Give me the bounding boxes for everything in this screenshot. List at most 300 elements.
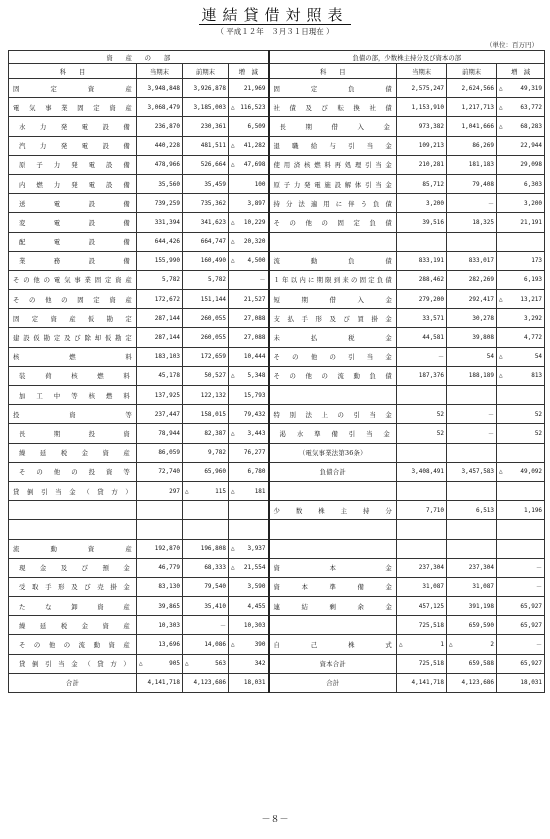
liability-previous-value xyxy=(447,136,497,155)
asset-change-value xyxy=(229,501,269,520)
previous-header: 前期末 xyxy=(183,64,229,79)
asset-account-label: 建設仮勘定及び除却仮勘定 xyxy=(9,328,137,347)
asset-previous-value xyxy=(183,654,229,673)
amount: 3,457,583 xyxy=(461,468,495,476)
negative-marker: △ xyxy=(499,468,503,476)
amount: 237,447 xyxy=(154,410,180,418)
balance-sheet-table xyxy=(8,50,545,693)
amount: － xyxy=(536,565,543,573)
negative-marker: △ xyxy=(231,372,235,380)
table-row xyxy=(9,290,545,309)
asset-account-label: 加工中等核燃料 xyxy=(9,386,137,405)
asset-change-value xyxy=(229,270,269,289)
table-row xyxy=(9,443,545,462)
liability-current-value xyxy=(397,520,447,539)
negative-marker: △ xyxy=(449,641,453,649)
amount: 30,278 xyxy=(472,314,495,322)
asset-change-value xyxy=(229,366,269,385)
liability-account-label: 短期借入金 xyxy=(269,290,397,309)
amount: 63,772 xyxy=(520,103,543,111)
negative-marker: △ xyxy=(139,660,143,668)
table-row xyxy=(9,673,545,692)
asset-previous-value xyxy=(183,520,229,539)
liability-previous-value xyxy=(447,270,497,289)
asset-current-value xyxy=(137,635,183,654)
liability-previous-value xyxy=(447,462,497,481)
liability-current-value xyxy=(397,98,447,117)
amount: 4,500 xyxy=(247,257,266,265)
asset-change-value xyxy=(229,194,269,213)
asset-account-label: 配電設備 xyxy=(9,232,137,251)
liability-change-value xyxy=(497,270,545,289)
asset-change-value xyxy=(229,443,269,462)
asset-current-value xyxy=(137,174,183,193)
liability-previous-value xyxy=(447,577,497,596)
liability-change-value xyxy=(497,481,545,500)
liability-previous-value xyxy=(447,481,497,500)
amount: 18,031 xyxy=(520,679,543,687)
amount: 4,455 xyxy=(247,602,266,610)
asset-account-label xyxy=(9,501,137,520)
liability-previous-value xyxy=(447,673,497,692)
liability-change-value xyxy=(497,79,545,98)
liability-current-value xyxy=(397,462,447,481)
asset-change-value xyxy=(229,136,269,155)
table-row xyxy=(9,232,545,251)
amount: 49,319 xyxy=(520,84,543,92)
amount: 33,571 xyxy=(422,314,445,322)
liability-account-label: 支払手形及び買掛金 xyxy=(269,309,397,328)
liability-change-value xyxy=(497,462,545,481)
liability-account-label: 連結剰余金 xyxy=(269,597,397,616)
asset-current-value xyxy=(137,232,183,251)
asset-change-value xyxy=(229,79,269,98)
asset-previous-value xyxy=(183,539,229,558)
liability-current-value xyxy=(397,481,447,500)
liability-change-value xyxy=(497,347,545,366)
amount: 50,527 xyxy=(204,372,226,380)
amount: 35,459 xyxy=(204,180,226,188)
amount: 20,320 xyxy=(243,238,266,246)
liability-change-value xyxy=(497,117,545,136)
liability-current-value xyxy=(397,251,447,270)
amount: － xyxy=(536,584,543,592)
liability-previous-value xyxy=(447,79,497,98)
amount: 22,944 xyxy=(520,142,543,150)
asset-change-value xyxy=(229,251,269,270)
liability-change-value xyxy=(497,251,545,270)
amount: 65,960 xyxy=(204,468,226,476)
asset-previous-value xyxy=(183,673,229,692)
liability-current-value xyxy=(397,386,447,405)
amount: 5,348 xyxy=(247,372,266,380)
liability-account-label: 合計 xyxy=(269,673,397,692)
amount: 3,926,878 xyxy=(193,84,226,92)
asset-previous-value xyxy=(183,577,229,596)
liability-current-value xyxy=(397,194,447,213)
asset-current-value xyxy=(137,79,183,98)
asset-change-value xyxy=(229,98,269,117)
asset-current-value xyxy=(137,462,183,481)
amount: 260,055 xyxy=(200,314,226,322)
asset-previous-value xyxy=(183,635,229,654)
liability-account-label: 長期借入金 xyxy=(269,117,397,136)
liability-account-label: 特別法上の引当金 xyxy=(269,405,397,424)
liability-previous-value xyxy=(447,405,497,424)
amount: 391,198 xyxy=(468,602,495,610)
amount: 44,581 xyxy=(422,334,445,342)
amount: 3,590 xyxy=(247,583,266,591)
asset-current-value xyxy=(137,597,183,616)
asset-change-value xyxy=(229,597,269,616)
amount: 2 xyxy=(490,641,495,649)
asset-previous-value xyxy=(183,79,229,98)
amount: 287,144 xyxy=(154,334,180,342)
amount: 3,937 xyxy=(247,545,266,553)
amount: 4,772 xyxy=(523,334,543,342)
amount: 2,575,247 xyxy=(411,84,445,92)
amount: 1,041,666 xyxy=(461,122,495,130)
asset-previous-value xyxy=(183,366,229,385)
amount: 13,217 xyxy=(520,295,543,303)
amount: 116,523 xyxy=(240,103,266,111)
liability-previous-value xyxy=(447,155,497,174)
asset-previous-value xyxy=(183,290,229,309)
liability-account-label: 未払税金 xyxy=(269,328,397,347)
amount: 54 xyxy=(534,353,543,361)
amount: 85,712 xyxy=(422,180,445,188)
liability-change-value xyxy=(497,328,545,347)
liability-current-value xyxy=(397,558,447,577)
negative-marker: △ xyxy=(231,641,235,649)
amount: 331,394 xyxy=(154,218,180,226)
unit-label: （単位：百万円） xyxy=(486,41,538,49)
table-row xyxy=(9,654,545,673)
amount: 35,560 xyxy=(158,180,180,188)
liability-account-label: 持分法適用に伴う負債 xyxy=(269,194,397,213)
amount: 7,710 xyxy=(425,506,445,514)
asset-change-value xyxy=(229,290,269,309)
table-row xyxy=(9,194,545,213)
asset-account-label: 電気事業固定資産 xyxy=(9,98,137,117)
asset-change-value xyxy=(229,328,269,347)
asset-account-label: 送電設備 xyxy=(9,194,137,213)
amount: 237,304 xyxy=(468,564,495,572)
amount: 644,426 xyxy=(154,238,180,246)
liability-current-value xyxy=(397,366,447,385)
liability-current-value xyxy=(397,424,447,443)
liability-account-label: 少数株主持分 xyxy=(269,501,397,520)
asset-previous-value xyxy=(183,98,229,117)
asset-account-label: 核燃料 xyxy=(9,347,137,366)
amount: 659,588 xyxy=(468,660,495,668)
table-row xyxy=(9,366,545,385)
liability-current-value xyxy=(397,673,447,692)
liability-previous-value xyxy=(447,251,497,270)
table-row xyxy=(9,539,545,558)
liability-previous-value xyxy=(447,98,497,117)
amount: － xyxy=(259,277,266,285)
asset-current-value xyxy=(137,481,183,500)
asset-change-value xyxy=(229,405,269,424)
amount: 21,554 xyxy=(243,564,266,572)
asset-previous-value xyxy=(183,462,229,481)
asset-change-value xyxy=(229,174,269,193)
assets-section-header: 資 産 の 部 xyxy=(9,51,269,64)
liability-previous-value xyxy=(447,386,497,405)
liability-change-value xyxy=(497,290,545,309)
table-row xyxy=(9,155,545,174)
asset-change-value xyxy=(229,673,269,692)
amount: 151,144 xyxy=(200,295,226,303)
amount: 79,540 xyxy=(204,583,226,591)
liability-previous-value xyxy=(447,635,497,654)
amount: 68,283 xyxy=(520,122,543,130)
amount: 52 xyxy=(534,410,543,418)
asset-change-value xyxy=(229,577,269,596)
amount: 478,966 xyxy=(154,161,180,169)
table-row xyxy=(9,98,545,117)
liability-current-value xyxy=(397,577,447,596)
asset-change-value xyxy=(229,347,269,366)
table-row xyxy=(9,347,545,366)
liability-account-label: 資本準備金 xyxy=(269,577,397,596)
amount: 172,672 xyxy=(154,295,180,303)
amount: 6,509 xyxy=(247,122,266,130)
negative-marker: △ xyxy=(231,218,235,226)
amount: 27,088 xyxy=(243,314,266,322)
liability-previous-value xyxy=(447,520,497,539)
table-row xyxy=(9,558,545,577)
amount: 664,747 xyxy=(200,238,226,246)
asset-change-value xyxy=(229,558,269,577)
liability-previous-value xyxy=(447,117,497,136)
amount: 6,303 xyxy=(523,180,543,188)
amount: 109,213 xyxy=(418,142,445,150)
amount: 210,281 xyxy=(418,161,445,169)
asset-account-label: 繰延税金資産 xyxy=(9,443,137,462)
asset-current-value xyxy=(137,520,183,539)
amount: 158,015 xyxy=(200,410,226,418)
amount: 21,969 xyxy=(243,84,266,92)
asset-account-label: 装荷核燃料 xyxy=(9,366,137,385)
amount: 3,200 xyxy=(523,199,543,207)
liability-previous-value xyxy=(447,597,497,616)
asset-previous-value xyxy=(183,481,229,500)
liability-change-value xyxy=(497,501,545,520)
liability-account-label xyxy=(269,232,397,251)
amount: 905 xyxy=(169,660,180,668)
amount: － xyxy=(438,354,445,362)
account-header: 科 目 xyxy=(9,64,137,79)
balance-sheet xyxy=(8,50,544,693)
liability-change-value xyxy=(497,366,545,385)
change-header: 増 減 xyxy=(229,64,269,79)
negative-marker: △ xyxy=(231,142,235,150)
negative-marker: △ xyxy=(499,103,503,111)
asset-account-label xyxy=(9,520,137,539)
asset-change-value xyxy=(229,155,269,174)
asset-current-value xyxy=(137,155,183,174)
negative-marker: △ xyxy=(499,353,503,361)
asset-change-value xyxy=(229,520,269,539)
table-row xyxy=(9,386,545,405)
amount: 187,376 xyxy=(418,372,445,380)
table-row xyxy=(9,309,545,328)
amount: 3,068,479 xyxy=(147,103,180,111)
amount: 292,417 xyxy=(468,295,495,303)
amount: 160,490 xyxy=(200,257,226,265)
asset-account-label: 業務設備 xyxy=(9,251,137,270)
amount: 10,303 xyxy=(158,621,180,629)
amount: 813 xyxy=(531,372,543,380)
asset-change-value xyxy=(229,309,269,328)
asset-account-label: 投資等 xyxy=(9,405,137,424)
asset-current-value xyxy=(137,309,183,328)
liability-previous-value xyxy=(447,213,497,232)
liability-current-value xyxy=(397,79,447,98)
liability-change-value xyxy=(497,520,545,539)
asset-account-label: 変電設備 xyxy=(9,213,137,232)
negative-marker: △ xyxy=(231,429,235,437)
asset-current-value xyxy=(137,443,183,462)
amount: 288,462 xyxy=(418,276,445,284)
liability-change-value xyxy=(497,616,545,635)
table-row xyxy=(9,136,545,155)
amount: 342 xyxy=(254,660,266,668)
asset-account-label: 汽力発電設備 xyxy=(9,136,137,155)
liability-change-value xyxy=(497,386,545,405)
liability-previous-value xyxy=(447,424,497,443)
liability-current-value xyxy=(397,213,447,232)
asset-current-value xyxy=(137,328,183,347)
liability-account-label: その他の流動負債 xyxy=(269,366,397,385)
amount: 86,059 xyxy=(158,449,180,457)
liabilities-section-header: 負債の部，少数株主持分及び資本の部 xyxy=(269,51,545,64)
amount: 18,031 xyxy=(243,679,266,687)
current-header: 当期末 xyxy=(137,64,183,79)
asset-account-label: 長期投資 xyxy=(9,424,137,443)
amount: 21,527 xyxy=(243,295,266,303)
amount: 833,191 xyxy=(418,257,445,265)
liability-current-value xyxy=(397,405,447,424)
liability-previous-value xyxy=(447,558,497,577)
liability-previous-value xyxy=(447,654,497,673)
liability-current-value xyxy=(397,616,447,635)
asset-account-label: 繰延税金資産 xyxy=(9,616,137,635)
amount: 287,144 xyxy=(154,314,180,322)
amount: 390 xyxy=(254,641,266,649)
amount: 282,269 xyxy=(468,276,495,284)
asset-current-value xyxy=(137,136,183,155)
liability-account-label: 原子力発電施設解体引当金 xyxy=(269,174,397,193)
amount: 47,698 xyxy=(243,161,266,169)
table-row xyxy=(9,616,545,635)
amount: 725,518 xyxy=(418,621,445,629)
negative-marker: △ xyxy=(231,564,235,572)
asset-current-value xyxy=(137,424,183,443)
liability-previous-value xyxy=(447,328,497,347)
liability-account-label: （電気事業法第36条） xyxy=(269,443,397,462)
amount: － xyxy=(488,200,495,208)
liability-account-label: 自己株式 xyxy=(269,635,397,654)
asset-change-value xyxy=(229,213,269,232)
table-row xyxy=(9,424,545,443)
table-row xyxy=(9,174,545,193)
liability-account-label: 負債合計 xyxy=(269,462,397,481)
amount: 457,125 xyxy=(418,602,445,610)
liability-change-value xyxy=(497,635,545,654)
negative-marker: △ xyxy=(499,122,503,130)
asset-account-label: その他の投資等 xyxy=(9,462,137,481)
asset-current-value xyxy=(137,616,183,635)
asset-change-value xyxy=(229,481,269,500)
liability-change-value xyxy=(497,155,545,174)
amount: 115 xyxy=(215,487,226,495)
table-row xyxy=(9,501,545,520)
amount: 192,870 xyxy=(154,545,180,553)
amount: 659,590 xyxy=(468,621,495,629)
asset-change-value xyxy=(229,616,269,635)
amount: 76,277 xyxy=(243,449,266,457)
asset-change-value xyxy=(229,386,269,405)
amount: 137,925 xyxy=(154,391,180,399)
amount: 52 xyxy=(436,429,445,437)
asset-account-label: 受取手形及び売掛金 xyxy=(9,577,137,596)
asset-previous-value xyxy=(183,597,229,616)
liability-current-value xyxy=(397,654,447,673)
asset-current-value xyxy=(137,213,183,232)
liability-previous-value xyxy=(447,194,497,213)
liability-previous-value xyxy=(447,347,497,366)
amount: 172,659 xyxy=(200,353,226,361)
amount: 1,196 xyxy=(523,506,543,514)
amount: 52 xyxy=(534,429,543,437)
negative-marker: △ xyxy=(231,238,235,246)
liability-change-value xyxy=(497,213,545,232)
amount: 183,103 xyxy=(154,353,180,361)
liability-current-value xyxy=(397,174,447,193)
asset-previous-value xyxy=(183,251,229,270)
asset-current-value xyxy=(137,654,183,673)
amount: 973,382 xyxy=(418,122,445,130)
negative-marker: △ xyxy=(231,487,235,495)
table-row xyxy=(9,635,545,654)
liability-current-value xyxy=(397,635,447,654)
amount: 65,927 xyxy=(520,660,543,668)
asset-change-value xyxy=(229,654,269,673)
asset-previous-value xyxy=(183,117,229,136)
asset-current-value xyxy=(137,577,183,596)
amount: 3,443 xyxy=(247,429,266,437)
amount: － xyxy=(219,622,226,630)
amount: 230,361 xyxy=(200,122,226,130)
amount: 31,087 xyxy=(422,583,445,591)
liability-change-value xyxy=(497,577,545,596)
amount: 39,865 xyxy=(158,602,180,610)
negative-marker: △ xyxy=(499,84,503,92)
liability-account-label: その他の引当金 xyxy=(269,347,397,366)
table-row xyxy=(9,462,545,481)
negative-marker: △ xyxy=(231,103,235,111)
amount: 4,123,686 xyxy=(461,679,495,687)
table-row xyxy=(9,577,545,596)
liability-current-value xyxy=(397,136,447,155)
asset-account-label: その他の流動資産 xyxy=(9,635,137,654)
amount: 10,303 xyxy=(243,621,266,629)
amount: 155,990 xyxy=(154,257,180,265)
amount: 39,808 xyxy=(472,334,495,342)
